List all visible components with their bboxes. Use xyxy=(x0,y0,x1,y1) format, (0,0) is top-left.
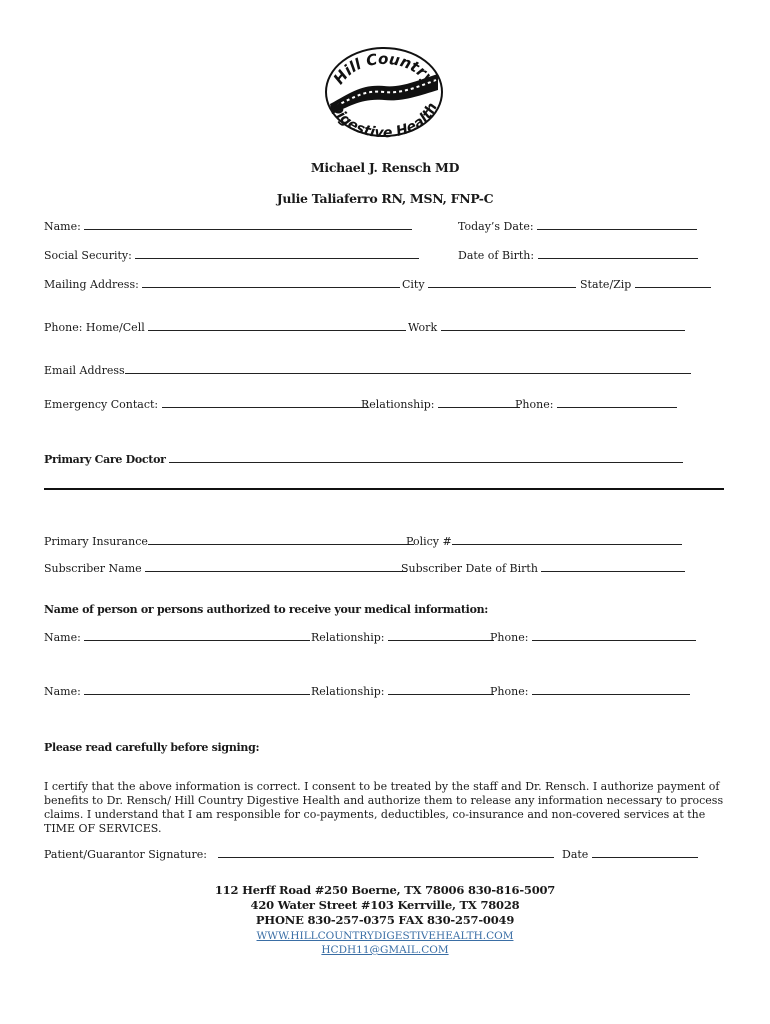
emergency-phone-line[interactable] xyxy=(557,406,677,408)
phone-home-cell-line[interactable] xyxy=(148,329,406,331)
emergency-contact-label: Emergency Contact: xyxy=(44,398,159,411)
email-address-field[interactable] xyxy=(44,364,691,377)
authorized-phone-2-label: Phone: xyxy=(490,685,529,698)
policy-line[interactable] xyxy=(452,543,682,545)
work-line[interactable] xyxy=(441,329,685,331)
work-phone-field[interactable] xyxy=(408,321,685,334)
authorized-relationship-2-field[interactable] xyxy=(311,685,494,698)
section-divider xyxy=(44,488,724,490)
date-of-birth-field[interactable] xyxy=(458,249,698,262)
state-zip-field[interactable] xyxy=(580,278,711,291)
primary-insurance-field[interactable] xyxy=(44,535,414,548)
nurse-name: Julie Taliaferro RN, MSN, FNP-C xyxy=(276,191,494,206)
primary-care-doctor-line[interactable] xyxy=(169,461,683,463)
social-security-field[interactable] xyxy=(44,249,419,262)
svg-text:Hill Country: Hill Country xyxy=(329,49,439,88)
date-of-birth-line[interactable] xyxy=(538,257,698,259)
hill-country-digestive-health-logo xyxy=(322,44,446,140)
signature-label: Patient/Guarantor Signature: xyxy=(44,848,207,861)
phone-home-cell-field[interactable] xyxy=(44,321,406,334)
authorized-phone-2-field[interactable] xyxy=(490,685,690,698)
work-label: Work xyxy=(408,321,438,334)
email-address-label: Email Address xyxy=(44,364,125,377)
authorized-relationship-2-line[interactable] xyxy=(388,693,494,695)
authorized-name-2-label: Name: xyxy=(44,685,81,698)
social-security-line[interactable] xyxy=(135,257,419,259)
subscriber-name-label: Subscriber Name xyxy=(44,562,142,575)
subscriber-dob-field[interactable] xyxy=(401,562,685,575)
footer-website-link[interactable]: WWW.HILLCOUNTRYDIGESTIVEHEALTH.COM xyxy=(256,930,514,942)
signature-line[interactable] xyxy=(218,856,554,858)
policy-field[interactable] xyxy=(406,535,682,548)
date-of-birth-label: Date of Birth: xyxy=(458,249,535,262)
footer-address-boerne: 112 Herff Road #250 Boerne, TX 78006 830-816-5007 xyxy=(214,883,556,897)
email-address-line[interactable] xyxy=(125,372,691,374)
authorized-name-1-line[interactable] xyxy=(84,639,310,641)
name-line[interactable] xyxy=(84,228,412,230)
consent-text: I certify that the above information is correct. I consent to be treated by the staff and Dr. Rensch. I authorize payment of benefits to Dr. Rensch/ Hill Country Digestive Health and authorize them to release any information necessary to process claims. I understand that I am responsible for co-payments, deductibles, co-insurance and non-covered services at the TIME OF SERVICES. xyxy=(44,780,724,835)
primary-care-doctor-field[interactable] xyxy=(44,453,683,466)
authorized-name-2-line[interactable] xyxy=(84,693,310,695)
name-field[interactable] xyxy=(44,220,412,233)
authorized-relationship-1-line[interactable] xyxy=(388,639,494,641)
footer-address-kerrville: 420 Water Street #103 Kerrville, TX 78028 xyxy=(250,898,520,912)
emergency-relationship-line[interactable] xyxy=(438,406,520,408)
mailing-address-label: Mailing Address: xyxy=(44,278,139,291)
todays-date-label: Today’s Date: xyxy=(458,220,534,233)
todays-date-line[interactable] xyxy=(537,228,697,230)
mailing-address-line[interactable] xyxy=(142,286,400,288)
signature-date-label: Date xyxy=(562,848,589,861)
city-line[interactable] xyxy=(428,286,576,288)
signature-date-line[interactable] xyxy=(592,856,698,858)
footer-phone-fax: PHONE 830-257-0375 FAX 830-257-0049 xyxy=(255,913,515,927)
emergency-relationship-label: Relationship: xyxy=(361,398,435,411)
subscriber-name-line[interactable] xyxy=(145,570,407,572)
emergency-contact-line[interactable] xyxy=(162,406,368,408)
city-label: City xyxy=(402,278,425,291)
authorized-persons-heading: Name of person or persons authorized to receive your medical information: xyxy=(44,603,489,616)
emergency-phone-field[interactable] xyxy=(515,398,677,411)
authorized-relationship-2-label: Relationship: xyxy=(311,685,385,698)
authorized-relationship-1-label: Relationship: xyxy=(311,631,385,644)
policy-label: Policy # xyxy=(406,535,452,548)
city-field[interactable] xyxy=(402,278,576,291)
authorized-name-1-field[interactable] xyxy=(44,631,310,644)
authorized-phone-2-line[interactable] xyxy=(532,693,690,695)
subscriber-name-field[interactable] xyxy=(44,562,407,575)
state-zip-label: State/Zip xyxy=(580,278,632,291)
primary-insurance-line[interactable] xyxy=(148,543,414,545)
svg-text:Digestive Health: Digestive Health xyxy=(327,100,441,140)
authorized-relationship-1-field[interactable] xyxy=(311,631,494,644)
name-label: Name: xyxy=(44,220,81,233)
primary-insurance-label: Primary Insurance xyxy=(44,535,148,548)
authorized-name-1-label: Name: xyxy=(44,631,81,644)
subscriber-dob-label: Subscriber Date of Birth xyxy=(401,562,538,575)
emergency-phone-label: Phone: xyxy=(515,398,554,411)
todays-date-field[interactable] xyxy=(458,220,697,233)
authorized-phone-1-label: Phone: xyxy=(490,631,529,644)
primary-care-doctor-label: Primary Care Doctor xyxy=(44,453,166,466)
mailing-address-field[interactable] xyxy=(44,278,400,291)
subscriber-dob-line[interactable] xyxy=(541,570,685,572)
doctor-name: Michael J. Rensch MD xyxy=(310,160,460,175)
signature-field[interactable] xyxy=(218,848,554,861)
footer-email-link[interactable]: HCDH11@GMAIL.COM xyxy=(321,944,449,956)
authorized-name-2-field[interactable] xyxy=(44,685,310,698)
state-zip-line[interactable] xyxy=(635,286,711,288)
consent-heading: Please read carefully before signing: xyxy=(44,741,260,754)
signature-date-field[interactable] xyxy=(562,848,698,861)
authorized-phone-1-line[interactable] xyxy=(532,639,696,641)
emergency-contact-field[interactable] xyxy=(44,398,368,411)
emergency-relationship-field[interactable] xyxy=(361,398,520,411)
phone-home-cell-label: Phone: Home/Cell xyxy=(44,321,145,334)
social-security-label: Social Security: xyxy=(44,249,132,262)
authorized-phone-1-field[interactable] xyxy=(490,631,696,644)
